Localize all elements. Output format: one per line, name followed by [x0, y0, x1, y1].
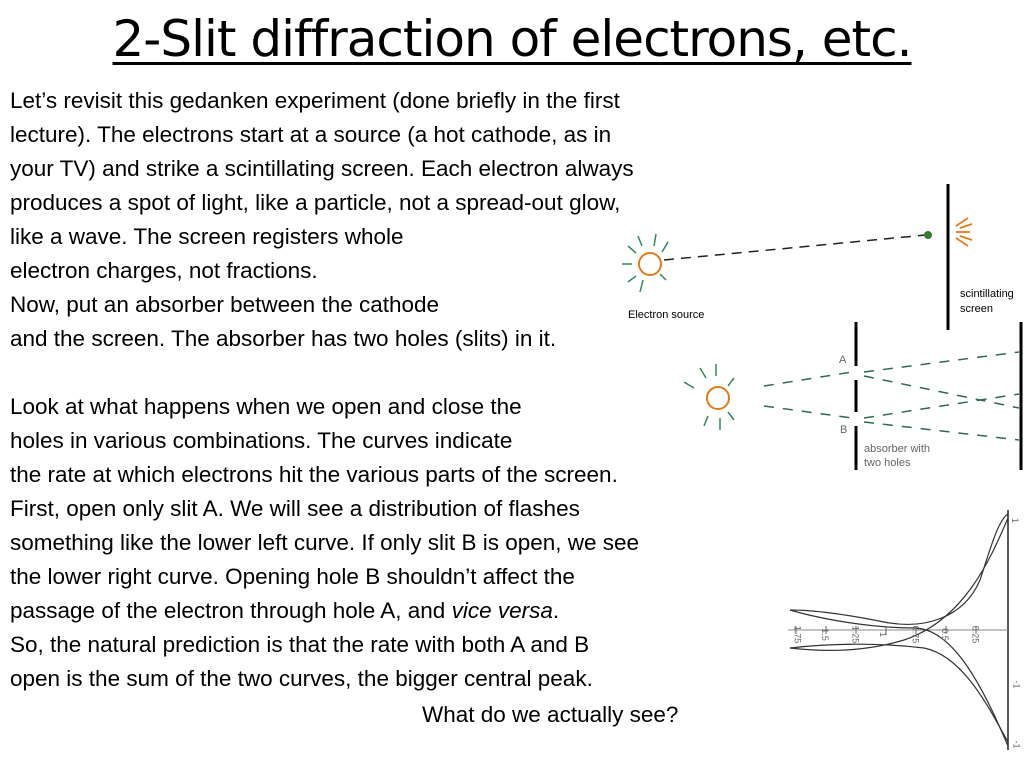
closing-question: What do we actually see? — [422, 702, 679, 727]
text-line: First, open only slit A. We will see a distribution of flashes — [10, 496, 580, 521]
tick-label: 1 — [878, 631, 889, 638]
text-line: like a wave. The screen registers whole — [10, 224, 404, 249]
tick-label: 0.5 — [939, 628, 950, 641]
tick-label: 1.25 — [850, 625, 861, 644]
text-line: and the screen. The absorber has two holes (slits) in it. — [10, 326, 557, 351]
text-line: Look at what happens when we open and close the — [10, 394, 522, 419]
slide-title: 2-Slit diffraction of electrons, etc. — [112, 10, 912, 68]
text-line: open is the sum of the two curves, the bigger central peak. — [10, 666, 593, 691]
screen-label-2: screen — [960, 303, 994, 315]
electron-source-label: Electron source — [628, 309, 705, 321]
diagram-source-screen — [610, 180, 1010, 330]
curve-slit-a — [790, 514, 1008, 624]
text-line: something like the lower left curve. If only slit B is open, we see — [10, 530, 640, 555]
tick-label: -1 — [1011, 680, 1022, 689]
tick-label: 0.75 — [910, 625, 921, 644]
absorber-label-1: absorber with — [864, 443, 931, 455]
text-line: lecture). The electrons start at a source (a hot cathode, as in — [10, 122, 612, 147]
vice-pre: passage of the electron through hole A, and — [10, 598, 452, 623]
text-line: So, the natural prediction is that the rate with both A and B — [10, 632, 590, 657]
vice-post: . — [552, 598, 560, 623]
tick-label: 1 — [1010, 517, 1021, 524]
text-line: Let’s revisit this gedanken experiment (done briefly in the first — [10, 88, 620, 113]
tick-label: 1.5 — [819, 628, 830, 641]
flash-dot — [924, 231, 932, 239]
electron-source-icon — [639, 253, 661, 275]
vice-italic: vice versa — [451, 598, 553, 623]
text-line: holes in various combinations. The curves indicate — [10, 428, 513, 453]
electron-source-icon-2 — [707, 387, 729, 409]
diagram-absorber — [674, 322, 1024, 472]
slit-a-label: A — [839, 354, 847, 366]
text-line: the lower right curve. Opening hole B shouldn’t affect the — [10, 564, 575, 589]
slit-b-label: B — [840, 424, 848, 436]
text-line-vice-versa — [10, 594, 559, 628]
tick-label: 1.75 — [792, 625, 803, 644]
text-line: produces a spot of light, like a particle, not a spread-out glow, — [10, 190, 621, 215]
text-line: the rate at which electrons hit the various parts of the screen. — [10, 462, 618, 487]
screen-label-1: scintillating — [960, 288, 1014, 300]
text-line: your TV) and strike a scintillating screen. Each electron always — [10, 156, 634, 181]
absorber-label-2: two holes — [864, 457, 911, 469]
text-line: electron charges, not fractions. — [10, 258, 318, 283]
text-line: Now, put an absorber between the cathode — [10, 292, 440, 317]
tick-label: -1 — [1011, 740, 1022, 749]
tick-label: 0.25 — [970, 625, 981, 644]
